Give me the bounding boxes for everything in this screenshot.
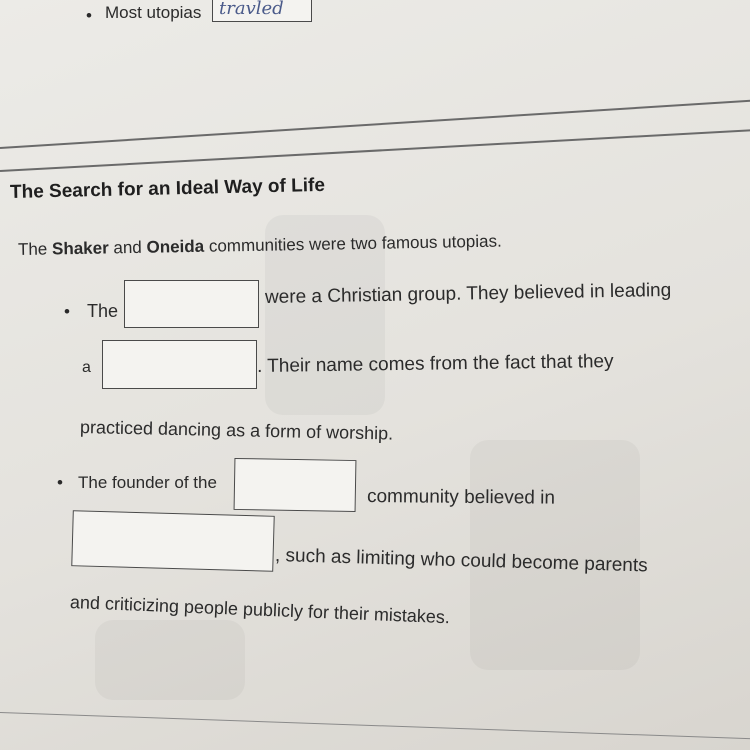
shakers-answer-box[interactable]	[124, 280, 259, 328]
section-title: The Search for an Ideal Way of Life	[9, 174, 326, 203]
bullet1-line3: practiced dancing as a form of worship.	[79, 417, 394, 444]
bullet-marker: •	[86, 6, 92, 25]
top-item-label: Most utopias	[105, 3, 202, 22]
bullet-marker: •	[57, 473, 63, 492]
bullet2-line3: and criticizing people publicly for their mistakes.	[69, 592, 451, 628]
bullet1-line1-suffix: were a Christian group. They believed in leading	[264, 279, 672, 308]
bullet-marker: •	[64, 302, 70, 321]
bullet1-line2-suffix: . Their name comes from the fact that they	[256, 351, 614, 377]
beliefs-answer-box[interactable]	[71, 510, 274, 572]
top-answer-box[interactable]	[212, 0, 312, 22]
background-shadow	[95, 620, 245, 700]
bullet2-line1-suffix: community believed in	[366, 486, 556, 509]
shaker-term: Shaker	[51, 238, 109, 259]
divider-line	[0, 99, 750, 149]
page-bottom-line	[0, 712, 750, 740]
intro-text-part: The	[17, 239, 53, 259]
bullet1-line2-prefix: a	[82, 359, 91, 376]
bullet2-line2-suffix: , such as limiting who could become parents	[274, 545, 648, 577]
handwritten-answer: travled	[219, 0, 284, 19]
intro-text-part: communities were two famous utopias.	[203, 231, 502, 256]
intro-text-part: and	[108, 237, 147, 258]
intro-text	[18, 232, 502, 260]
bullet2-line1-prefix: The founder of the	[78, 473, 217, 492]
oneida-answer-box[interactable]	[234, 458, 357, 512]
bullet1-line1-prefix: The	[87, 301, 119, 321]
lifestyle-answer-box[interactable]	[102, 340, 257, 389]
oneida-term: Oneida	[146, 236, 205, 257]
divider-line	[0, 129, 750, 172]
